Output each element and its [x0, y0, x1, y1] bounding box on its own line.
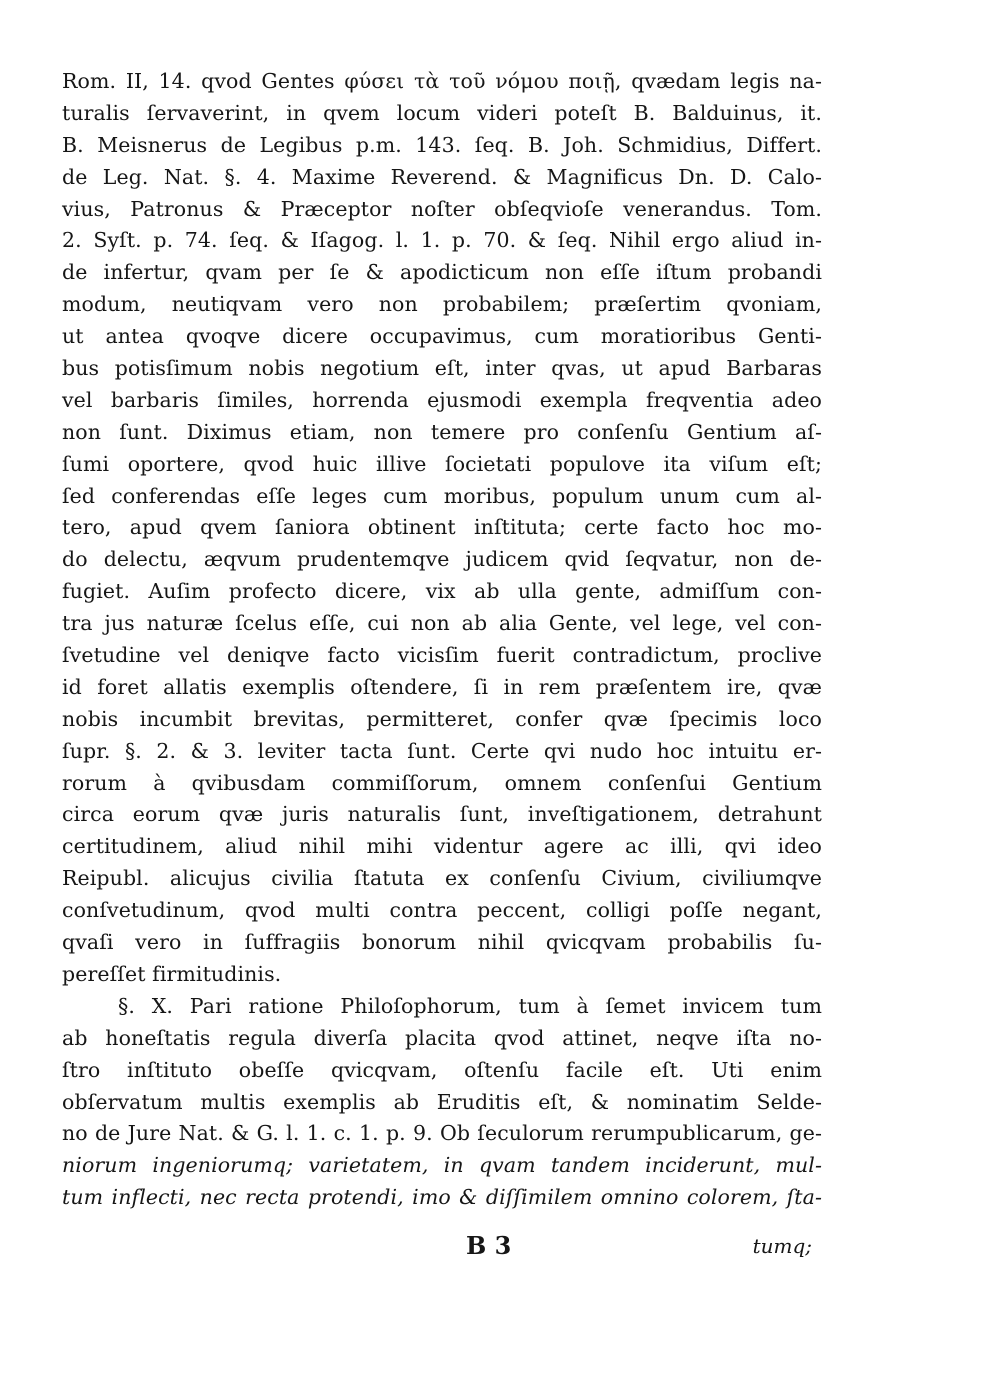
text-line-30: §. X. Pari ratione Philoſophorum, tum à ſemet invicem tum	[118, 993, 822, 1018]
text-line-5: vius, Patronus & Præceptor noſter obſeqvioſe venerandus. Tom.	[62, 196, 822, 221]
text-line-19: ſvetudine vel deniqve facto vicisſim fuerit contradictum, proclive	[62, 643, 822, 668]
text-line-2: turalis ſervaverint, in qvem locum videri poteſt B. Balduinus, it.	[62, 100, 822, 125]
text-line-11: vel barbaris ſimiles, horrenda ejusmodi exempla freqventia adeo	[62, 387, 822, 412]
text-line-13: ſumi oportere, qvod huic illive ſocietati populove ita viſum eſt;	[62, 451, 822, 476]
text-line-12: non ſunt. Diximus etiam, non temere pro conſenſu Gentium aſ-	[62, 419, 822, 444]
text-line-8: modum, neutiqvam vero non probabilem; præſertim qvoniam,	[62, 292, 822, 317]
text-line-31: ab honeſtatis regula diverſa placita qvod attinet, neqve iſta no-	[62, 1025, 822, 1050]
text-line-22: ſupr. §. 2. & 3. leviter tacta ſunt. Certe qvi nudo hoc intuitu er-	[62, 738, 822, 763]
text-line-26: Reipubl. alicujus civilia ſtatuta ex conſenſu Civium, civiliumqve	[62, 866, 822, 891]
text-line-17: fugiet. Auſim profecto dicere, vix ab ulla gente, admiſſum con-	[62, 579, 822, 604]
text-line-10: bus potisſimum nobis negotium eſt, inter qvas, ut apud Barbaras	[62, 356, 822, 381]
text-line-3: B. Meisnerus de Legibus p.m. 143. ſeq. B. Joh. Schmidius, Differt.	[62, 132, 822, 157]
catchword: tumq;	[752, 1234, 812, 1258]
text-line-25: certitudinem, aliud nihil mihi videntur agere ac illi, qvi ideo	[62, 834, 822, 859]
text-line-34: no de Jure Nat. & G. l. 1. c. 1. p. 9. Ob ſeculorum rerumpublicarum, ge-	[62, 1121, 822, 1146]
text-line-15: tero, apud qvem ſaniora obtinent inſtituta; certe facto hoc mo-	[62, 515, 822, 540]
signature-mark: B 3	[466, 1231, 512, 1260]
text-line-36: tum inflecti, nec recta protendi, imo & diſſimilem omnino colorem, ſta-	[62, 1185, 822, 1210]
text-line-21: nobis incumbit brevitas, permitteret, confer qvæ ſpecimis loco	[62, 706, 822, 731]
text-line-6: 2. Syſt. p. 74. ſeq. & Iſagog. l. 1. p. 70. & ſeq. Nihil ergo aliud in-	[62, 228, 822, 253]
text-line-35: niorum ingeniorumq; varietatem, in qvam tandem inciderunt, mul-	[62, 1153, 822, 1178]
text-line-7: de infertur, qvam per ſe & apodicticum non eſſe iſtum probandi	[62, 260, 822, 285]
text-line-27: conſvetudinum, qvod multi contra peccent, colligi poſſe negant,	[62, 898, 822, 923]
text-line-33: obſervatum multis exemplis ab Eruditis eſt, & nominatim Selde-	[62, 1089, 822, 1114]
page-footer	[62, 1230, 822, 1266]
text-line-20: id foret allatis exemplis oſtendere, ſi in rem præſentem ire, qvæ	[62, 674, 822, 699]
text-line-28: qvaſi vero in ſuffragiis bonorum nihil qvicqvam probabilis ſu-	[62, 930, 822, 955]
text-line-4: de Leg. Nat. §. 4. Maxime Reverend. & Magnificus Dn. D. Calo-	[62, 164, 822, 189]
text-line-29: pereſſet firmitudinis.	[62, 961, 282, 986]
text-line-16: do delectu, æqvum prudentemqve judicem qvid ſeqvatur, non de-	[62, 547, 822, 572]
body-text	[62, 66, 822, 1214]
text-line-24: circa eorum qvæ juris naturalis ſunt, inveſtigationem, detrahunt	[62, 802, 822, 827]
text-line-32: ſtro inſtituto obeſſe qvicqvam, oſtenſu facile eſt. Uti enim	[62, 1057, 822, 1082]
text-line-1: Rom. II, 14. qvod Gentes φύσει τὰ τοῦ νόμου ποιῇ, qvædam legis na-	[62, 69, 822, 93]
text-line-14: ſed conferendas eſſe leges cum moribus, populum unum cum al-	[62, 483, 822, 508]
text-line-23: rorum à qvibusdam commiſſorum, omnem conſenſui Gentium	[62, 770, 822, 795]
text-line-9: ut antea qvoqve dicere occupavimus, cum moratioribus Genti-	[62, 324, 822, 349]
text-line-18: tra jus naturæ ſcelus eſſe, cui non ab alia Gente, vel lege, vel con-	[62, 611, 822, 636]
